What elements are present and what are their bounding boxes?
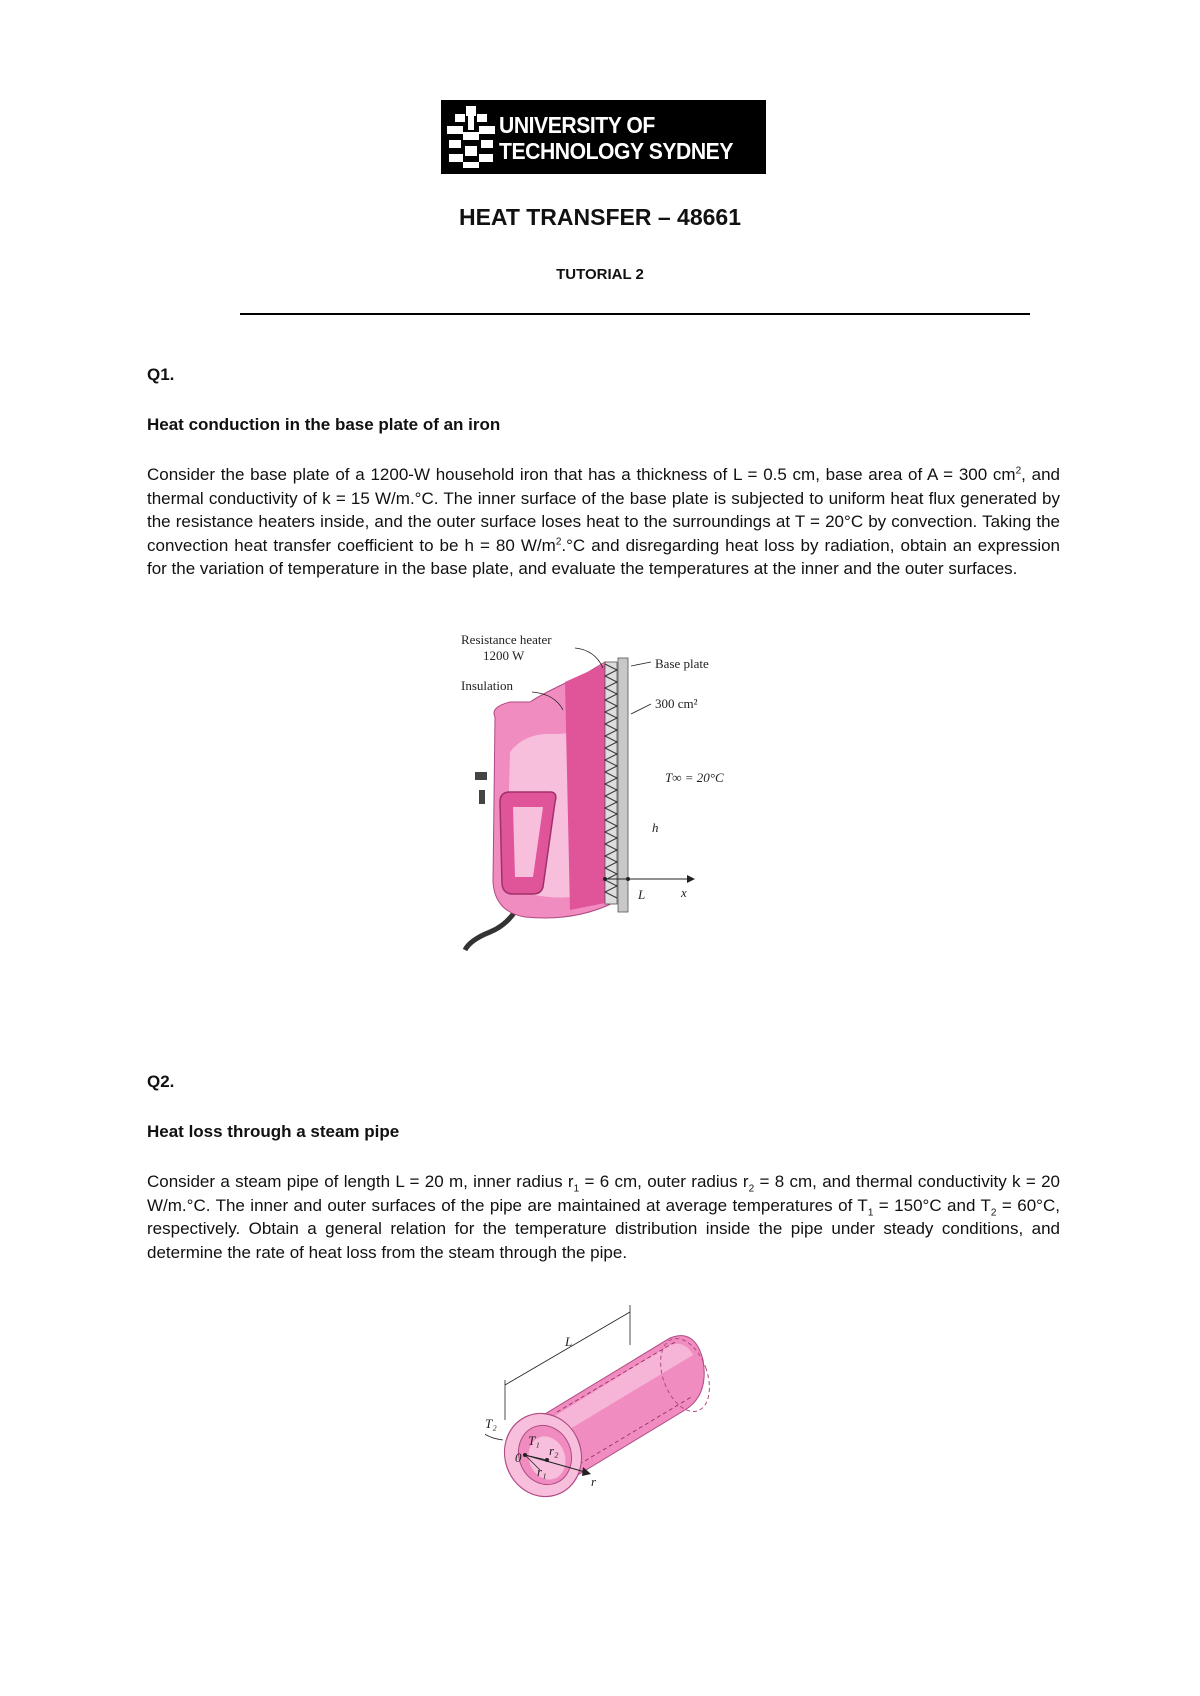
label-heater-power: 1200 W — [483, 648, 525, 663]
question-2-text — [147, 1170, 1060, 1264]
question-2-heading: Heat loss through a steam pipe — [147, 1122, 400, 1141]
university-logo — [441, 100, 766, 174]
label-pipe-length: L — [565, 1334, 573, 1349]
logo-wordmark — [499, 112, 733, 164]
label-base-plate: Base plate — [655, 656, 709, 671]
q2-text-part: = 150°C and T — [873, 1195, 991, 1215]
iron-knob — [479, 790, 485, 804]
iron-knob — [475, 772, 487, 780]
q2-subscript: 2 — [748, 1183, 755, 1195]
area-leader-line — [631, 704, 651, 714]
label-insulation: Insulation — [461, 678, 513, 693]
question-2-number: Q2. — [147, 1072, 175, 1091]
x-axis-arrow — [687, 875, 695, 883]
label-h: h — [652, 820, 659, 835]
heater-leader-line — [575, 648, 603, 668]
label-base-area: 300 cm² — [655, 696, 698, 711]
t2-leader-line — [485, 1430, 503, 1440]
q2-subscript: 1 — [573, 1183, 580, 1195]
q2-text-part: Consider a steam pipe of length L = 20 m, inner radius r — [147, 1172, 574, 1191]
label-L: L — [638, 887, 646, 902]
q2-subscript: 1 — [867, 1206, 874, 1218]
insulation-layer — [565, 664, 610, 910]
q1-text-part: , and thermal conductivity of k = 15 W/m.°C. The inner surface of the base plate is subjected to uniform heat flux generated by the resistance heaters inside, and the outer surface loses heat to the surroundings at T = 20°C by convection. Taking the convection heat transfer coefficient to be h = 80 W/m — [147, 465, 1060, 555]
label-origin: 0 — [515, 1450, 522, 1465]
label-ambient-temperature: T∞ = 20°C — [665, 770, 724, 785]
logo-line-2: TECHNOLOGY SYDNEY — [499, 138, 733, 164]
q1-text-part: .°C and disregarding heat loss by radiation, obtain an expression for the variation of temperature in the base plate, and evaluate the temperatures at the inner and the outer surfaces. — [147, 535, 1061, 578]
label-T2: T₂ — [485, 1416, 497, 1431]
base-plate — [618, 658, 628, 912]
question-1-number: Q1. — [147, 365, 175, 384]
label-x: x — [681, 885, 687, 900]
label-r: r — [591, 1474, 597, 1489]
label-resistance-heater: Resistance heater — [461, 632, 552, 647]
base-plate-leader-line — [631, 662, 651, 666]
q1-superscript: 2 — [555, 535, 562, 547]
q2-text-part: = 8 cm, and thermal conductivity k = 20 W/m.°C. The inner and outer surfaces of the pipe are maintained at average temperatures of T — [147, 1172, 1061, 1215]
label-r1: r₁ — [537, 1464, 547, 1479]
question-1-heading: Heat conduction in the base plate of an iron — [147, 415, 501, 434]
label-r2: r₂ — [549, 1443, 559, 1458]
axis-L-dot — [626, 877, 630, 881]
pipe-center-dot — [523, 1453, 527, 1457]
axis-origin-dot — [603, 877, 607, 881]
steam-pipe-figure — [485, 1300, 725, 1515]
page-subtitle: TUTORIAL 2 — [556, 266, 644, 283]
q2-text-part: = 6 cm, outer radius r — [579, 1172, 749, 1191]
logo-line-1: UNIVERSITY OF — [499, 112, 655, 138]
label-T1: T₁ — [528, 1433, 540, 1448]
q1-text-part: Consider the base plate of a 1200-W household iron that has a thickness of L = 0.5 cm, base area of A = 300 cm — [147, 465, 1016, 484]
title-divider — [240, 313, 1030, 315]
q2-subscript: 2 — [990, 1206, 997, 1218]
uts-emblem-icon — [441, 100, 501, 174]
question-1-text — [147, 463, 1060, 581]
r2-dot — [545, 1458, 549, 1462]
page-title: HEAT TRANSFER – 48661 — [458, 204, 742, 230]
q2-text-part: = 60°C, respectively. Obtain a general relation for the temperature distribution inside the pipe under steady conditions, and determine the rate of heat loss from the steam through the pipe. — [147, 1195, 1060, 1262]
iron-base-plate-figure — [455, 632, 755, 977]
q1-superscript: 2 — [1015, 465, 1022, 477]
